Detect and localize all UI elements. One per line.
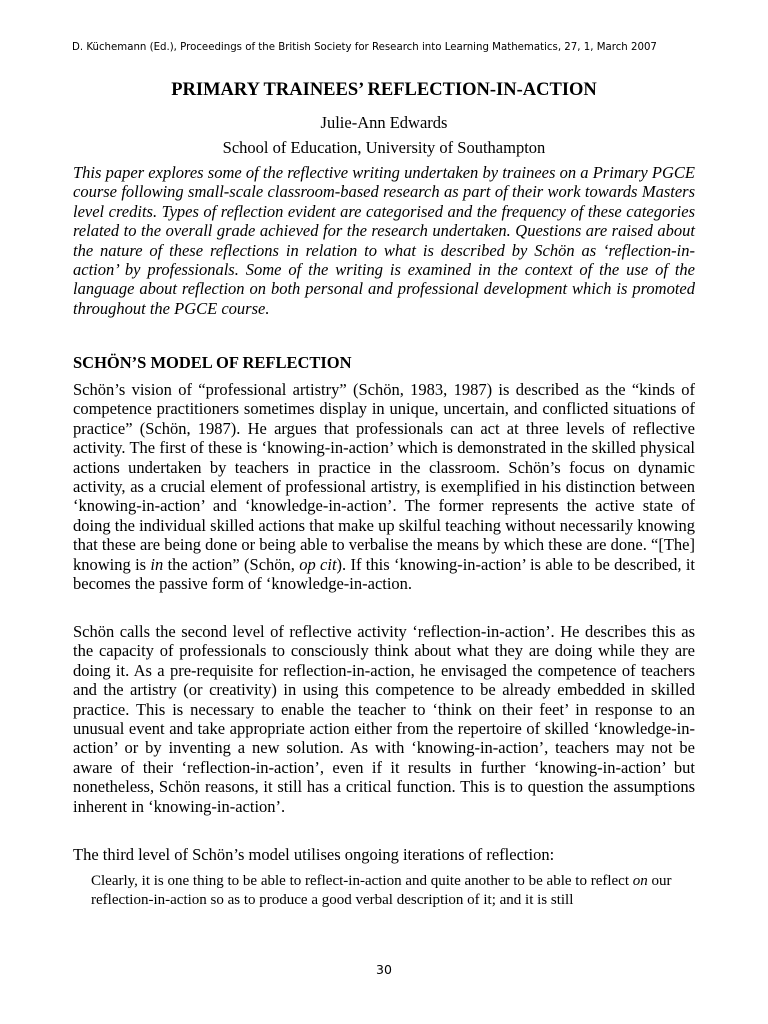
body-paragraph-2: Schön calls the second level of reflective activity ‘reflection-in-action’. He describes this as the capacity of professionals to consciously think about what they are doing while they are doing it. As a pre-requisite for reflection-in-action, he envisaged the competence of teachers and the artistry (or creativity) in using this competence to be already embedded in skilled practice. This is necessary to enable the teacher to ‘think on their feet’ in response to an unusual event and take appropriate action either from the repertoire of skilled ‘knowledge-in-action’ or by inventing a new solution. As with ‘knowing-in-action’, teachers may not be aware of their ‘reflection-in-action’, even if it results in further ‘knowing-in-action’ but nonetheless, Schön reasons, it still has a critical function. This is to question the assumptions inherent in ‘knowing-in-action’. xyxy=(73,622,695,816)
section-heading: SCHÖN’S MODEL OF REFLECTION xyxy=(73,353,352,372)
body-paragraph-3: The third level of Schön’s model utilises ongoing iterations of reflection: xyxy=(73,845,555,864)
running-head: D. Küchemann (Ed.), Proceedings of the British Society for Research into Learning Mathematics, 27, 1, March 2007 xyxy=(72,42,657,53)
emphasis-text: op cit xyxy=(299,554,337,574)
quote-text: Clearly, it is one thing to be able to reflect-in-action and quite another to be able to reflect xyxy=(91,873,633,889)
author-affiliation: School of Education, University of Southampton xyxy=(222,138,546,157)
paragraph-text: Schön’s vision of “professional artistry” (Schön, 1983, 1987) is described as the “kinds of competence practitioners sometimes display in unique, uncertain, and conflicted situations of practice” (Schön, 1987). He argues that professionals can act at three levels of reflective activity. The first of these is ‘knowing-in-action’ which is demonstrated in the skilled physical actions undertaken by teachers in practice in the classroom. Schön’s focus on dynamic activity, as a crucial element of professional artistry, is exemplified in his distinction between ‘knowing-in-action’ and ‘knowledge-in-action’. The former represents the active state of doing the individual skilled actions that make up skilful teaching without necessarily knowing that these are being done or being able to verbalise the means by which these are done. “[The] knowing is xyxy=(73,380,695,574)
quote-text: our reflection-in-action so as to produce a good verbal description of it; and it is still xyxy=(91,873,672,908)
emphasis-text: on xyxy=(632,873,648,889)
body-paragraph-1 xyxy=(73,380,695,593)
paper-title: PRIMARY TRAINEES’ REFLECTION-IN-ACTION xyxy=(171,80,597,100)
author-name: Julie-Ann Edwards xyxy=(320,113,448,132)
abstract: This paper explores some of the reflective writing undertaken by trainees on a Primary PGCE course following small-scale classroom-based research as part of their work towards Masters level credits. Types of reflection evident are categorised and the frequency of these categories related to the overall grade achieved for the research undertaken. Questions are raised about the nature of these reflections in relation to what is described by Schön as ‘reflection-in-action’ by professionals. Some of the writing is examined in the context of the use of the language about reflection on both personal and professional development which is promoted throughout the PGCE course. xyxy=(73,163,695,318)
block-quote xyxy=(91,872,695,910)
paragraph-text: ). If this ‘knowing-in-action’ is able to be described, it becomes the passive form of ‘knowledge-in-action. xyxy=(73,554,695,594)
page-number: 30 xyxy=(376,962,392,977)
paragraph-text: the action” (Schön, xyxy=(163,554,300,574)
emphasis-text: in xyxy=(150,554,164,574)
